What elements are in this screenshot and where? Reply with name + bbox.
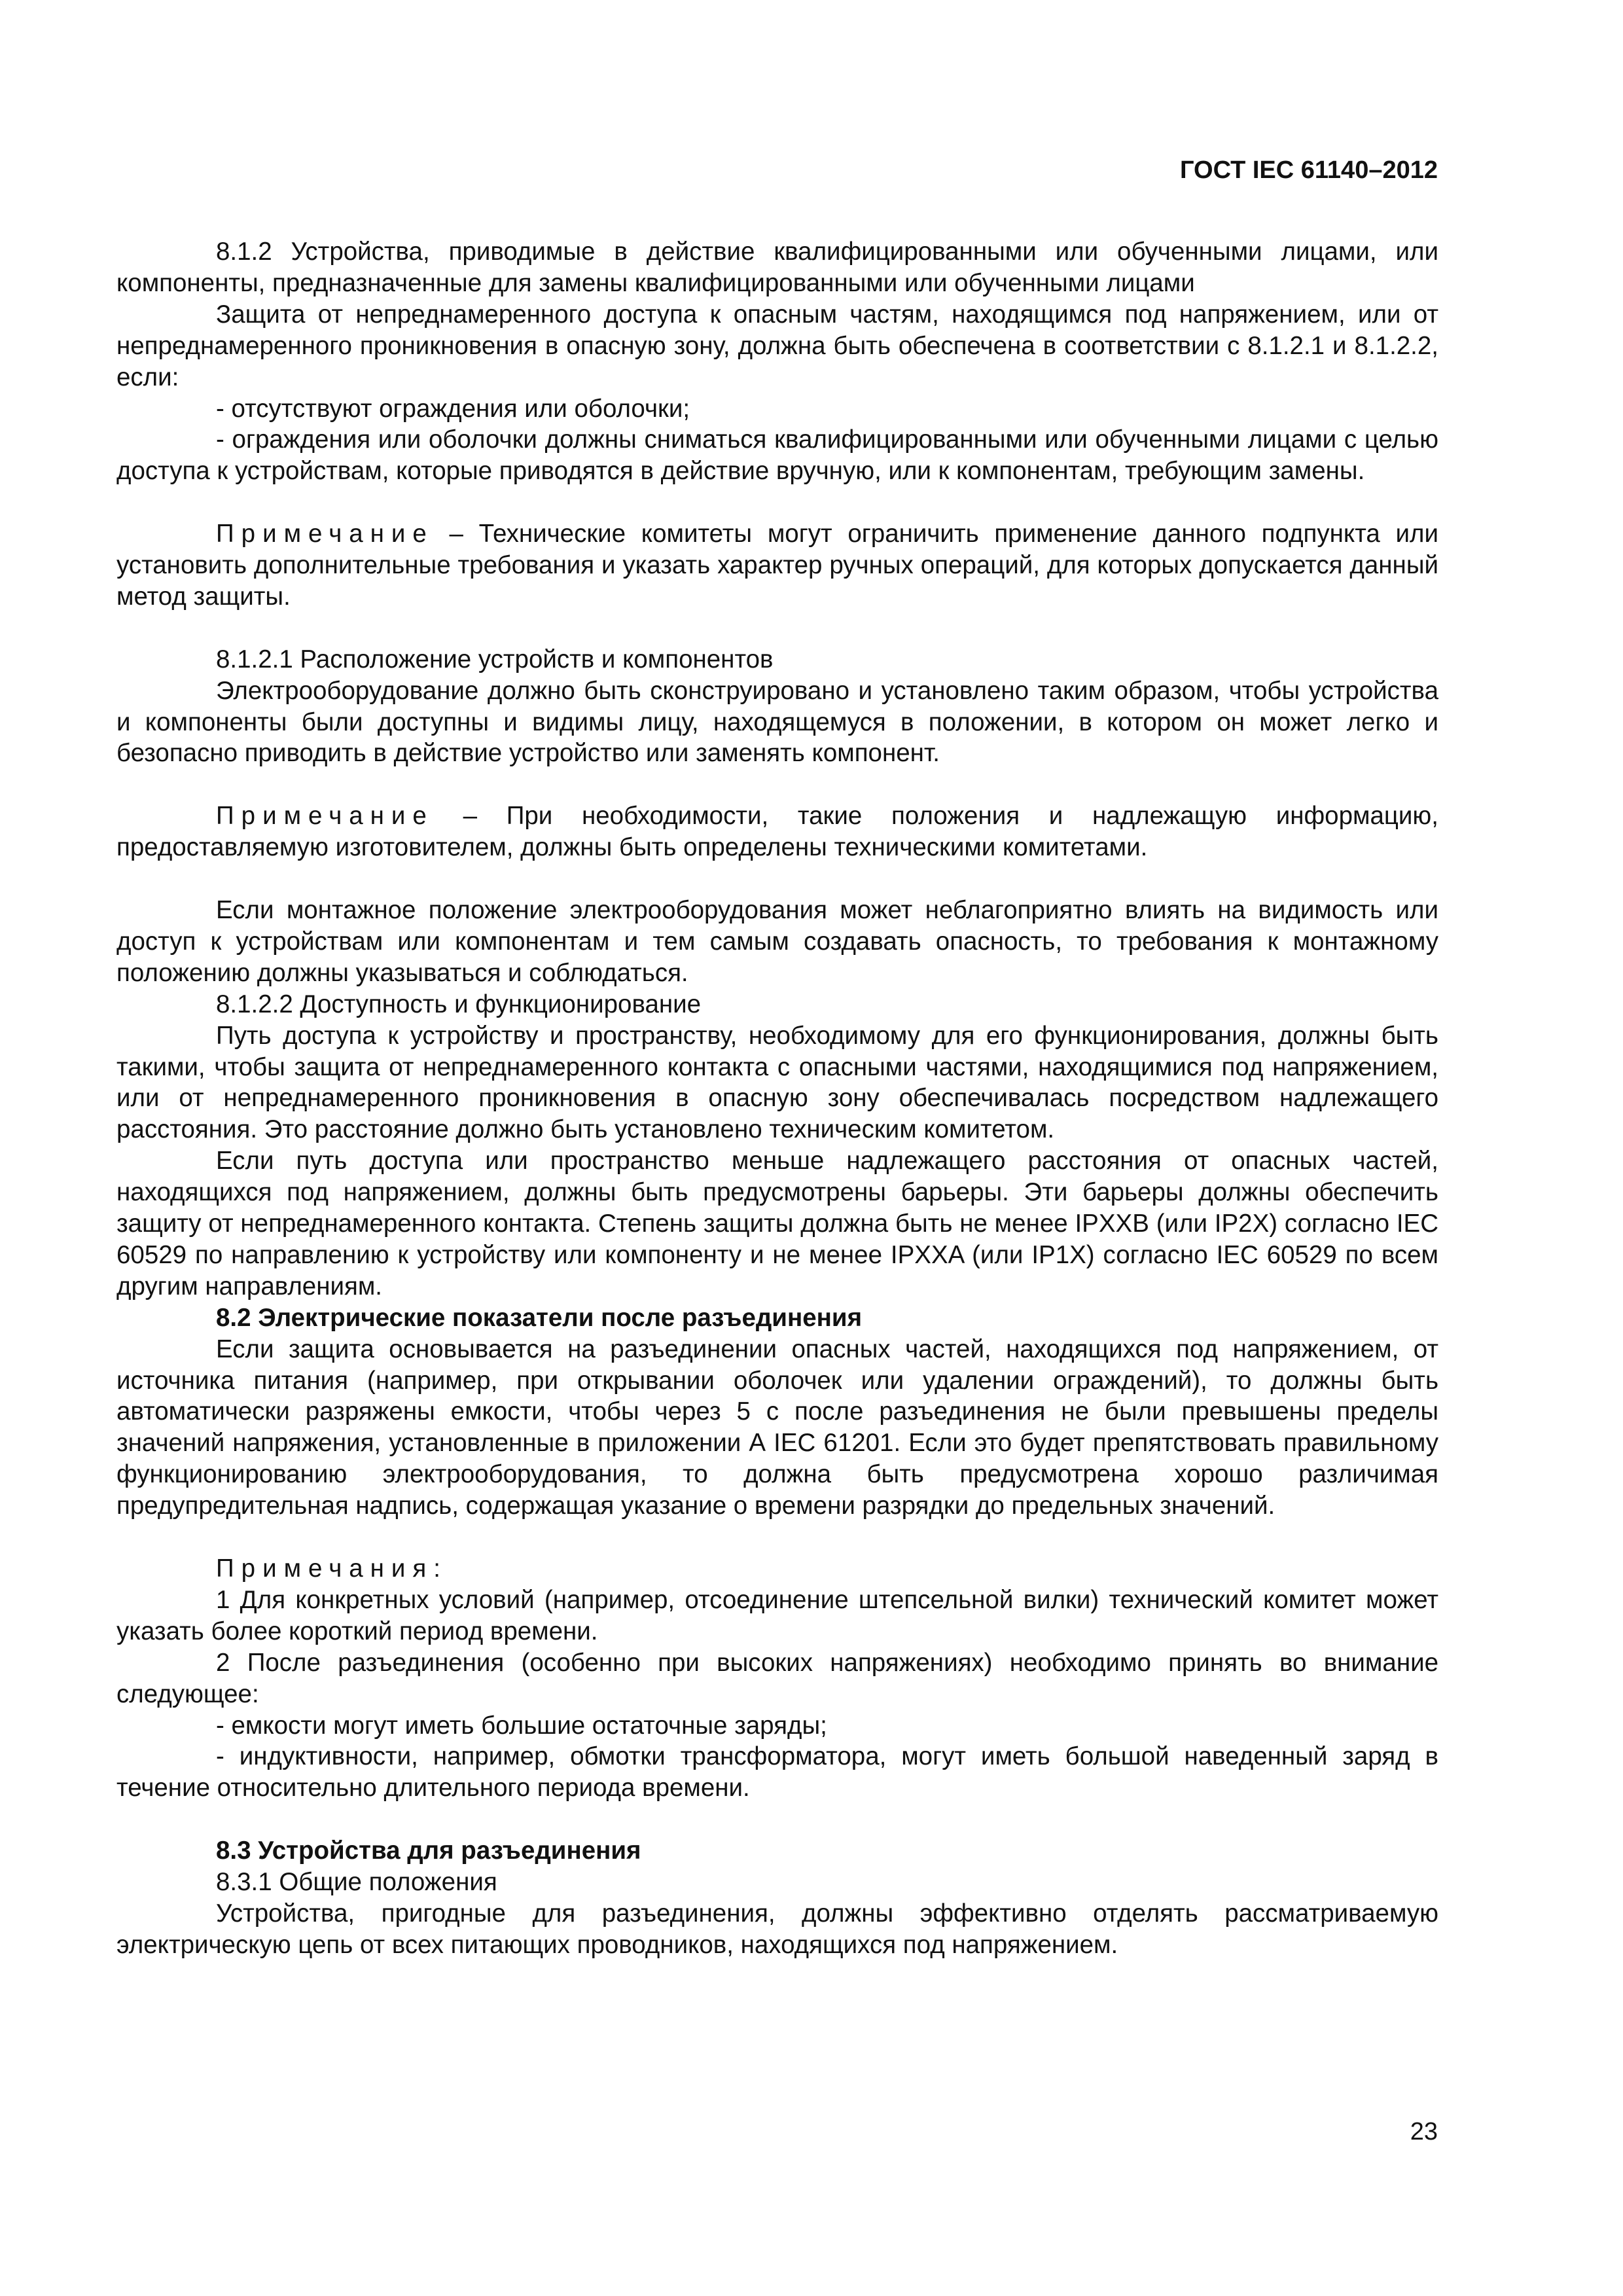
blank-line <box>116 863 1438 895</box>
note-label: Примечания <box>216 1554 434 1583</box>
body-paragraph: 1 Для конкретных условий (например, отсоединение штепсельной вилки) технический комитет может указать более короткий период времени. <box>116 1585 1438 1645</box>
blank-line <box>116 613 1438 644</box>
body-paragraph: Если монтажное положение электрооборудования может неблагоприятно влиять на видимость или доступ к устройствам или компонентам и тем самым создавать опасность, то требования к монтажному положению должны указываться и соблюдаться. <box>116 895 1438 987</box>
note-label: Примечание <box>216 520 434 548</box>
document-header: ГОСТ IEC 61140–2012 <box>1179 156 1438 184</box>
section-heading: 8.2 Электрические показатели после разъединения <box>216 1303 863 1332</box>
note-paragraph <box>116 1553 1438 1585</box>
note-paragraph <box>116 800 1438 863</box>
blank-line <box>116 1522 1438 1553</box>
note-label: Примечание <box>216 802 434 831</box>
document-body <box>116 236 1438 1961</box>
note-text: – Технические комитеты могут ограничить применение данного подпункта или установить дополнительные требования и указать характер ручных операций, для которых допускается данный метод защиты. <box>116 520 1438 611</box>
note-paragraph <box>116 518 1438 613</box>
body-paragraph: 8.1.2.2 Доступность и функционирование <box>216 990 702 1018</box>
body-paragraph: Электрооборудование должно быть сконструировано и установлено таким образом, чтобы устройства и компоненты были доступны и видимы лицу, находящемуся в положении, в котором он может легко и безопасно приводить в действие устройство или заменять компонент. <box>116 676 1438 768</box>
body-paragraph: 2 После разъединения (особенно при высоких напряжениях) необходимо принять во внимание следующее: <box>116 1648 1438 1708</box>
note-text: : <box>433 1554 440 1583</box>
body-paragraph: Путь доступа к устройству и пространству, необходимому для его функционирования, должны быть такими, чтобы защита от непреднамеренного контакта с опасными частями, находящимися под напряжением, или от непреднамеренного проникновения в опасную зону обеспечивалась посредством надлежащего расстояния. Это расстояние должно быть установлено техническим комитетом. <box>116 1021 1438 1144</box>
body-paragraph: Если путь доступа или пространство меньше надлежащего расстояния от опасных частей, находящихся под напряжением, должны быть предусмотрены барьеры. Эти барьеры должны обеспечить защиту от непреднамеренного контакта. Степень защиты должна быть не менее IPXXB (или IP2X) согласно IEC 60529 по направлению к устройству или компоненту и не менее IPXXA (или IP1X) согласно IEC 60529 по всем другим направлениям. <box>116 1147 1438 1300</box>
body-paragraph: Если защита основывается на разъединении опасных частей, находящихся под напряжением, от источника питания (например, при открывании оболочек или удалении ограждений), то должны быть автоматически разряжены емкости, чтобы через 5 с после разъединения не были превышены пределы значений напряжения, установленные в приложении А IEC 61201. Если это будет препятствовать правильному функционированию электрооборудования, то должна быть предусмотрена хорошо различимая предупредительная надпись, содержащая указание о времени разрядки до предельных значений. <box>116 1335 1438 1520</box>
section-heading: 8.3 Устройства для разъединения <box>216 1837 641 1865</box>
body-paragraph: - индуктивности, например, обмотки трансформатора, могут иметь большой наведенный заряд в течение относительно длительного периода времени. <box>116 1742 1438 1803</box>
blank-line <box>116 487 1438 518</box>
body-paragraph: - ограждения или оболочки должны сниматься квалифицированными или обученными лицами с целью доступа к устройствам, которые приводятся в действие вручную, или к компонентам, требующим замены. <box>116 425 1438 486</box>
page-number: 23 <box>1410 2118 1438 2145</box>
body-paragraph: 8.3.1 Общие положения <box>216 1868 497 1897</box>
note-text: – При необходимости, такие положения и надлежащую информацию, предоставляемую изготовителем, должны быть определены техническими комитетами. <box>116 802 1438 862</box>
blank-line <box>116 769 1438 800</box>
blank-line <box>116 1804 1438 1835</box>
body-paragraph: - емкости могут иметь большие остаточные заряды; <box>216 1711 827 1740</box>
body-paragraph: - отсутствуют ограждения или оболочки; <box>216 394 690 423</box>
body-paragraph: 8.1.2.1 Расположение устройств и компонентов <box>216 645 774 673</box>
body-paragraph: 8.1.2 Устройства, приводимые в действие квалифицированными или обученными лицами, или компоненты, предназначенные для замены квалифицированными или обученными лицами <box>116 238 1438 297</box>
body-paragraph: Защита от непреднамеренного доступа к опасным частям, находящимся под напряжением, или от непреднамеренного проникновения в опасную зону, должна быть обеспечена в соответствии с 8.1.2.1 и 8.1.2.2, если: <box>116 300 1438 391</box>
body-paragraph: Устройства, пригодные для разъединения, должны эффективно отделять рассматриваемую электрическую цепь от всех питающих проводников, находящихся под напряжением. <box>116 1899 1438 1959</box>
